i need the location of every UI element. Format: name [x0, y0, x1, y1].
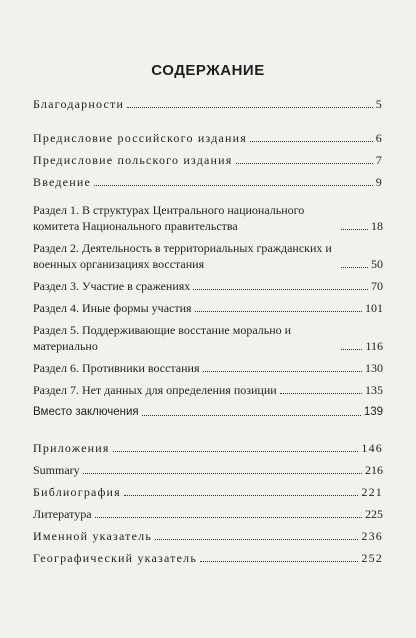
toc-entry-page: 252 [361, 551, 383, 565]
toc-entry [33, 550, 383, 566]
toc-entry-page: 139 [363, 406, 383, 418]
page-title: СОДЕРЖАНИЕ [151, 62, 265, 79]
toc-entry-title: Литература [33, 507, 92, 521]
toc-entry-title: Вместо заключения [33, 406, 139, 418]
dot-leader [341, 348, 362, 350]
toc-entry-page: 216 [365, 463, 383, 477]
toc-entry [33, 152, 383, 168]
toc-entry-page: 146 [361, 441, 383, 455]
dot-leader [142, 414, 361, 416]
toc-entry [33, 322, 383, 354]
toc-entry-page: 7 [375, 153, 383, 167]
toc-entry [33, 484, 383, 500]
toc-entry-page: 70 [371, 279, 383, 293]
toc-entry-title: Раздел 6. Противники восстания [33, 361, 200, 375]
toc-entry-title: Предисловие российского издания [33, 131, 247, 145]
toc-entry-title: Библиография [33, 485, 121, 499]
toc-entry [33, 506, 383, 522]
dot-leader [200, 560, 358, 562]
toc-entry-title: Географический указатель [33, 551, 198, 565]
dot-leader [203, 370, 363, 372]
toc-entry-title: Раздел 2. Деятельность в территориальных гражданских и военных организациях восстания [33, 241, 332, 271]
toc-entry-page: 5 [375, 97, 383, 111]
dot-leader [124, 494, 358, 496]
dot-leader [127, 106, 373, 108]
dot-leader [95, 516, 362, 518]
toc-entry-page: 18 [371, 219, 383, 233]
toc-entry-title: Раздел 1. В структурах Центрального национального комитета Национального правительства [33, 203, 305, 233]
toc-entry [33, 174, 383, 190]
toc-entry [33, 382, 383, 398]
toc-entry [33, 240, 383, 272]
toc-entry [33, 462, 383, 478]
toc-entry-title: Раздел 7. Нет данных для определения позиции [33, 383, 277, 397]
toc-entry-title: Раздел 3. Участие в сражениях [33, 279, 191, 293]
dot-leader [94, 184, 373, 186]
dot-leader [280, 392, 362, 394]
toc-entry-page: 9 [375, 175, 383, 189]
toc-entry [33, 300, 383, 316]
toc-entry [33, 278, 383, 294]
dot-leader [83, 472, 362, 474]
toc-entry [33, 404, 383, 420]
dot-leader [113, 450, 359, 452]
dot-leader [193, 288, 368, 290]
toc-entry-page: 225 [365, 507, 383, 521]
toc-entry-title: Приложения [33, 441, 110, 455]
toc-entry-page: 130 [365, 361, 383, 375]
toc-entry-title: Введение [33, 175, 91, 189]
dot-leader [341, 228, 368, 230]
toc-entry-page: 50 [371, 257, 383, 271]
dot-leader [341, 266, 368, 268]
toc-entry-page: 116 [365, 339, 383, 353]
toc-entry-page: 135 [365, 383, 383, 397]
toc-entry-page: 236 [361, 529, 383, 543]
toc-entry-title: Именной указатель [33, 529, 153, 543]
toc-entry [33, 130, 383, 146]
table-of-contents [33, 96, 383, 572]
dot-leader [195, 310, 362, 312]
toc-entry [33, 360, 383, 376]
toc-entry-title: Раздел 4. Иные формы участия [33, 301, 192, 315]
toc-entry-title: Раздел 5. Поддерживающие восстание морально и материально [33, 323, 292, 353]
dot-leader [155, 538, 358, 540]
toc-entry-page: 6 [375, 131, 383, 145]
dot-leader [250, 140, 373, 142]
toc-entry-page: 101 [365, 301, 383, 315]
toc-entry-page: 221 [361, 485, 383, 499]
dot-leader [236, 162, 373, 164]
toc-entry-title: Summary [33, 463, 80, 477]
toc-entry [33, 96, 383, 112]
toc-entry-title: Благодарности [33, 97, 125, 111]
toc-entry [33, 440, 383, 456]
toc-entry [33, 202, 383, 234]
toc-entry-title: Предисловие польского издания [33, 153, 233, 167]
toc-entry [33, 528, 383, 544]
